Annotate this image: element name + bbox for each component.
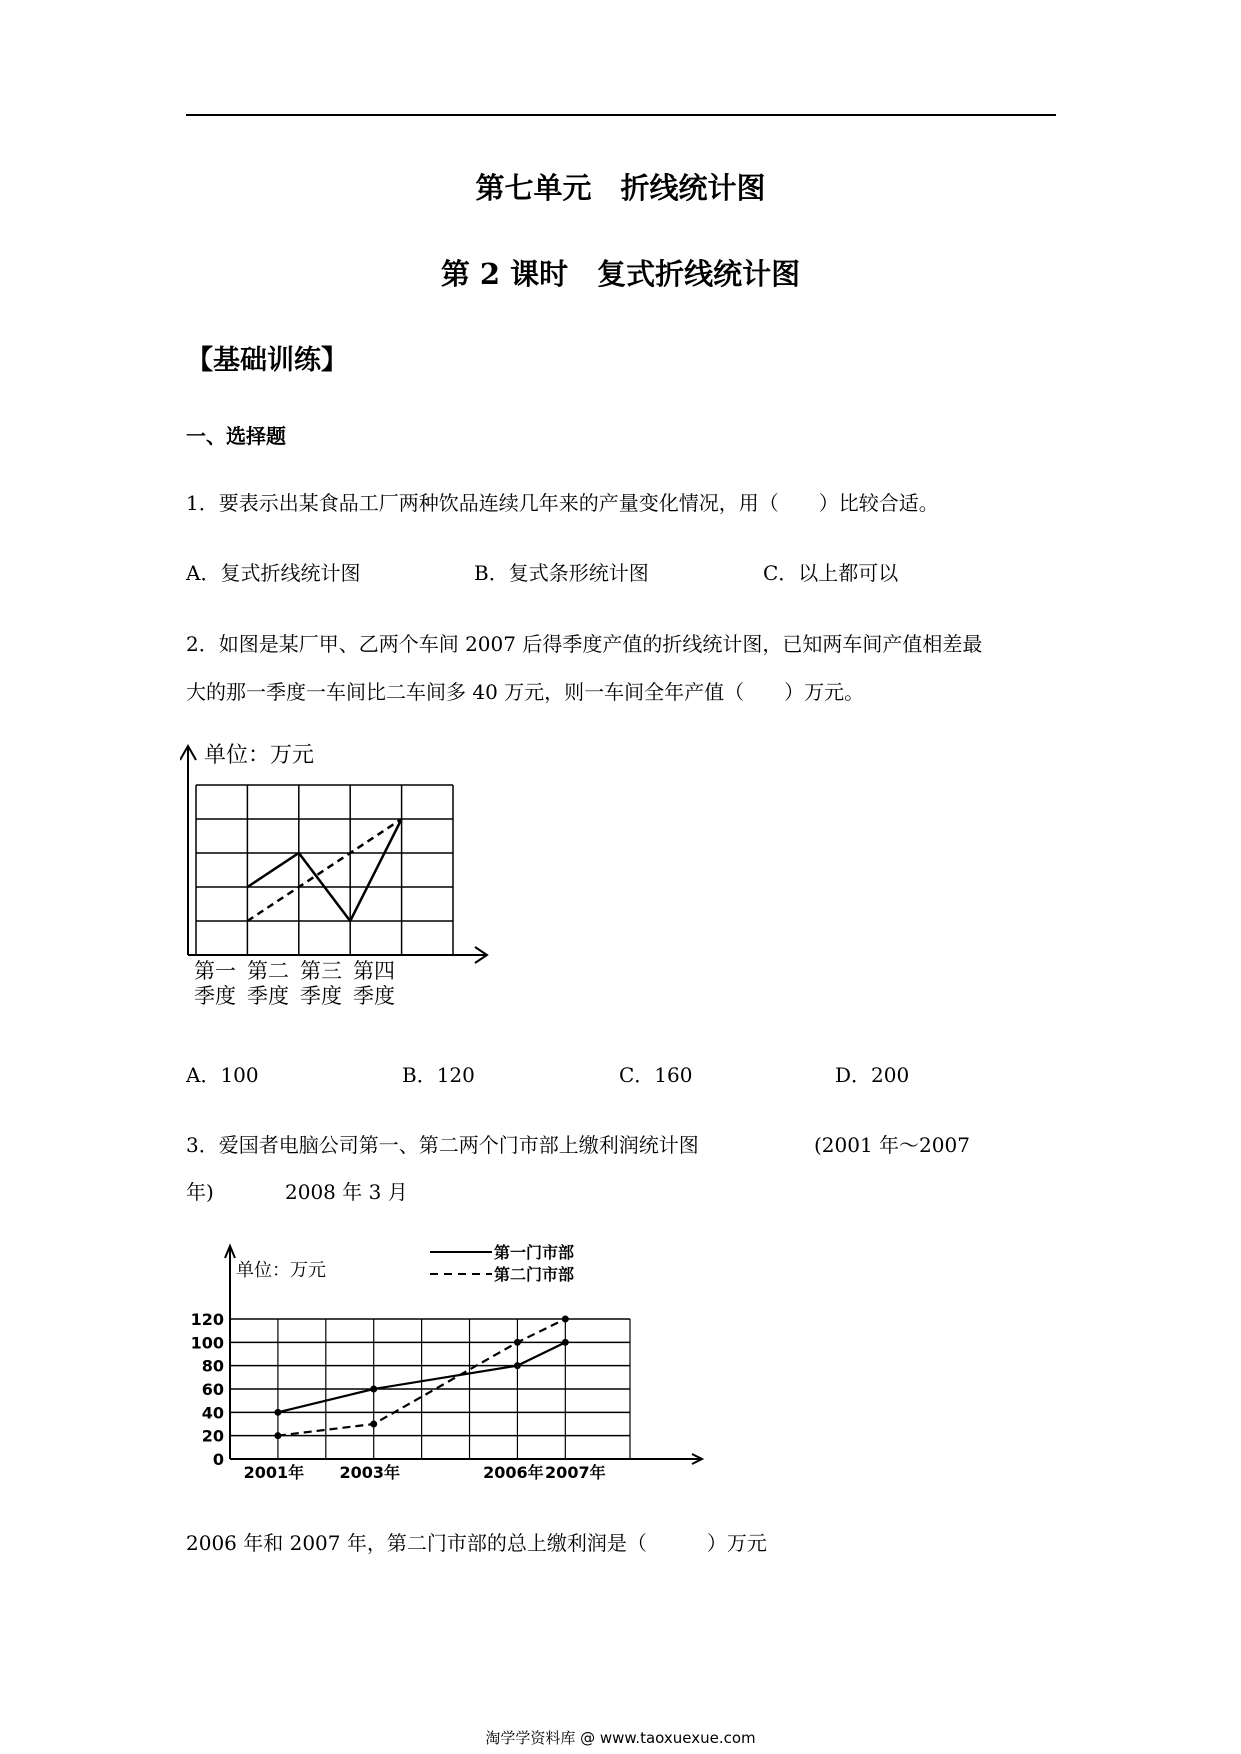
q1-option-c: C．以上都可以 xyxy=(763,561,899,585)
chart1-xtick-label: 季度 xyxy=(353,984,395,1008)
profit-chart xyxy=(180,1240,710,1480)
q1-option-b: B．复式条形统计图 xyxy=(474,561,649,585)
chart2-point xyxy=(514,1362,521,1369)
q2-option-c: C．160 xyxy=(619,1063,693,1087)
chart2-ytick-label: 100 xyxy=(190,1333,224,1353)
q1-text: 1．要表示出某食品工厂两种饮品连续几年来的产量变化情况，用（ ）比较合适。 xyxy=(186,491,939,515)
chart1-xtick-label: 季度 xyxy=(247,984,289,1008)
chart2-ytick-label: 80 xyxy=(201,1356,224,1376)
chart2-point xyxy=(562,1316,569,1323)
chart2-ylabel: 单位：万元 xyxy=(236,1260,326,1281)
top-rule xyxy=(186,114,1056,116)
chart1-ylabel: 单位：万元 xyxy=(204,743,315,768)
chart2-point xyxy=(274,1409,281,1416)
unit-title: 第七单元 折线统计图 xyxy=(475,171,766,205)
q2-line2: 大的那一季度一车间比二车间多 40 万元，则一车间全年产值（ ）万元。 xyxy=(186,680,865,704)
q3-line2-date: 2008 年 3 月 xyxy=(285,1180,408,1204)
chart1-xtick-label: 第二 xyxy=(247,959,289,983)
chart2-point xyxy=(370,1386,377,1393)
chart1-xtick-label: 季度 xyxy=(194,984,236,1008)
chart2-point xyxy=(562,1339,569,1346)
chart1-xtick-label: 第一 xyxy=(194,959,236,983)
chart2-point xyxy=(274,1432,281,1439)
q2-option-a: A．100 xyxy=(186,1063,259,1087)
q3-line2: 年) xyxy=(186,1180,214,1204)
chart2-xtick-label: 2006年 xyxy=(483,1463,544,1480)
quarterly-output-chart xyxy=(180,740,500,1015)
chart2-xtick-label: 2001年 xyxy=(243,1463,305,1480)
lesson-title: 第 2 课时 复式折线统计图 xyxy=(440,257,801,291)
chart2-point xyxy=(370,1421,377,1428)
chart2-xtick-label: 2007年 xyxy=(545,1463,606,1480)
q2-line1: 2．如图是某厂甲、乙两个车间 2007 后得季度产值的折线统计图，已知两车间产值相差最 xyxy=(186,632,983,656)
q2-option-d: D．200 xyxy=(835,1063,910,1087)
chart1-series-dashed-line xyxy=(247,819,401,921)
subsection-heading: 一、选择题 xyxy=(186,424,286,448)
section-heading: 【基础训练】 xyxy=(186,345,348,376)
chart2-xtick-label: 2003年 xyxy=(339,1463,400,1480)
footer-watermark: 淘学学资料库 @ www.taoxuexue.com xyxy=(485,1729,756,1747)
chart2-ytick-label: 20 xyxy=(201,1426,224,1446)
chart2-legend-label-1: 第一门市部 xyxy=(494,1243,575,1262)
q3-line1-years: (2001 年～2007 xyxy=(814,1133,970,1157)
q3-question: 2006 年和 2007 年，第二门市部的总上缴利润是（ ）万元 xyxy=(186,1531,767,1555)
q1-option-a: A．复式折线统计图 xyxy=(186,561,361,585)
chart1-xtick-label: 季度 xyxy=(300,984,342,1008)
chart2-legend-label-2: 第二门市部 xyxy=(494,1265,575,1284)
chart2-ytick-label: 120 xyxy=(190,1310,224,1329)
chart2-point xyxy=(514,1339,521,1346)
chart2-ytick-label: 60 xyxy=(201,1380,224,1399)
q2-option-b: B．120 xyxy=(402,1063,475,1087)
chart1-xtick-label: 第三 xyxy=(300,959,342,983)
chart2-ytick-label: 40 xyxy=(201,1403,224,1423)
q3-line1: 3．爱国者电脑公司第一、第二两个门市部上缴利润统计图 xyxy=(186,1133,699,1157)
chart2-ytick-label: 0 xyxy=(212,1450,224,1469)
chart1-xtick-label: 第四 xyxy=(353,959,395,983)
